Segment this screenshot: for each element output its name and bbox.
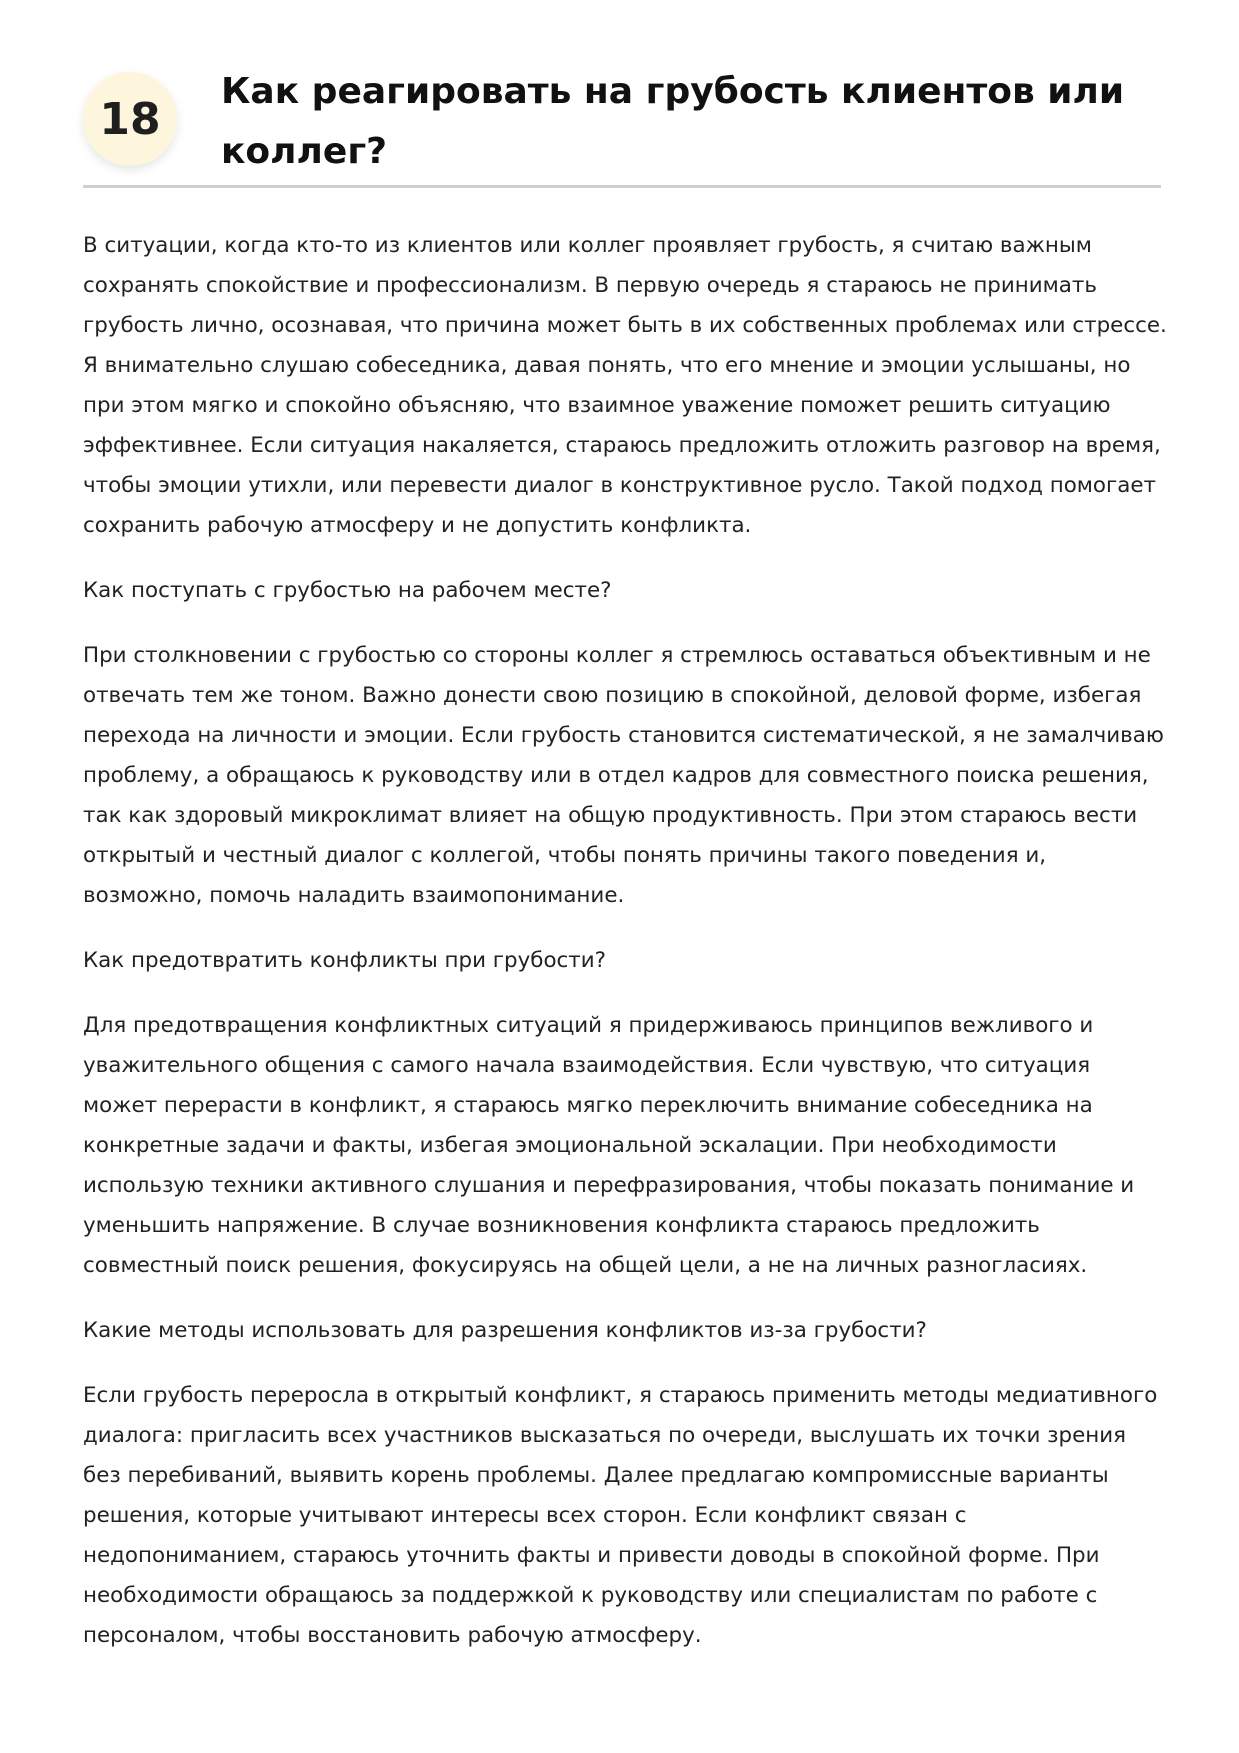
follow-up-answer-paragraph: Для предотвращения конфликтных ситуаций я придерживаюсь принципов вежливого и уважительного общения с самого начала взаимодействия. Если чувствую, что ситуация может перерасти в конфликт, я стараюсь мягко переключить внимание собеседника на конкретные задачи и факты, избегая эмоциональной эскалации. При необходимости использую техники активного слушания и перефразирования, чтобы показать понимание и уменьшить напряжение. В случае возникновения конфликта стараюсь предложить совместный поиск решения, фокусируясь на общей цели, а не на личных разногласиях. [83, 1013, 1135, 1278]
question-title: Как реагировать на грубость клиентов или коллег? [221, 71, 1125, 172]
follow-up-question: Как предотвратить конфликты при грубости? [83, 948, 607, 973]
intro-answer-paragraph: В ситуации, когда кто-то из клиентов или коллег проявляет грубость, я считаю важным сохранять спокойствие и профессионализм. В первую очередь я стараюсь не принимать грубость лично, осознавая, что причина может быть в их собственных проблемах или стрессе. Я внимательно слушаю собеседника, давая понять, что его мнение и эмоции услышаны, но при этом мягко и спокойно объясняю, что взаимное уважение поможет решить ситуацию эффективнее. Если ситуация накаляется, стараюсь предложить отложить разговор на время, чтобы эмоции утихли, или перевести диалог в конструктивное русло. Такой подход помогает сохранить рабочую атмосферу и не допустить конфликта. [83, 233, 1167, 538]
follow-up-answer-paragraph: Если грубость переросла в открытый конфликт, я стараюсь применить методы медиативного диалога: пригласить всех участников высказаться по очереди, выслушать их точки зрения без перебиваний, выявить корень проблемы. Далее предлагаю компромиссные варианты решения, которые учитывают интересы всех сторон. Если конфликт связан с недопониманием, стараюсь уточнить факты и привести доводы в спокойной форме. При необходимости обращаюсь за поддержкой к руководству или специалистам по работе с персоналом, чтобы восстановить рабочую атмосферу. [83, 1383, 1158, 1648]
follow-up-answer-paragraph: При столкновении с грубостью со стороны коллег я стремлюсь оставаться объективным и не отвечать тем же тоном. Важно донести свою позицию в спокойной, деловой форме, избегая перехода на личности и эмоции. Если грубость становится систематической, я не замалчиваю проблему, а обращаюсь к руководству или в отдел кадров для совместного поиска решения, так как здоровый микроклимат влияет на общую продуктивность. При этом стараюсь вести открытый и честный диалог с коллегой, чтобы понять причины такого поведения и, возможно, помочь наладить взаимопонимание. [83, 643, 1164, 908]
question-number-badge: 18 [83, 72, 177, 166]
question-header [83, 56, 1161, 188]
follow-up-question: Какие методы использовать для разрешения конфликтов из-за грубости? [83, 1318, 927, 1343]
follow-up-question: Как поступать с грубостью на рабочем месте? [83, 578, 612, 603]
question-body [83, 226, 1168, 1681]
